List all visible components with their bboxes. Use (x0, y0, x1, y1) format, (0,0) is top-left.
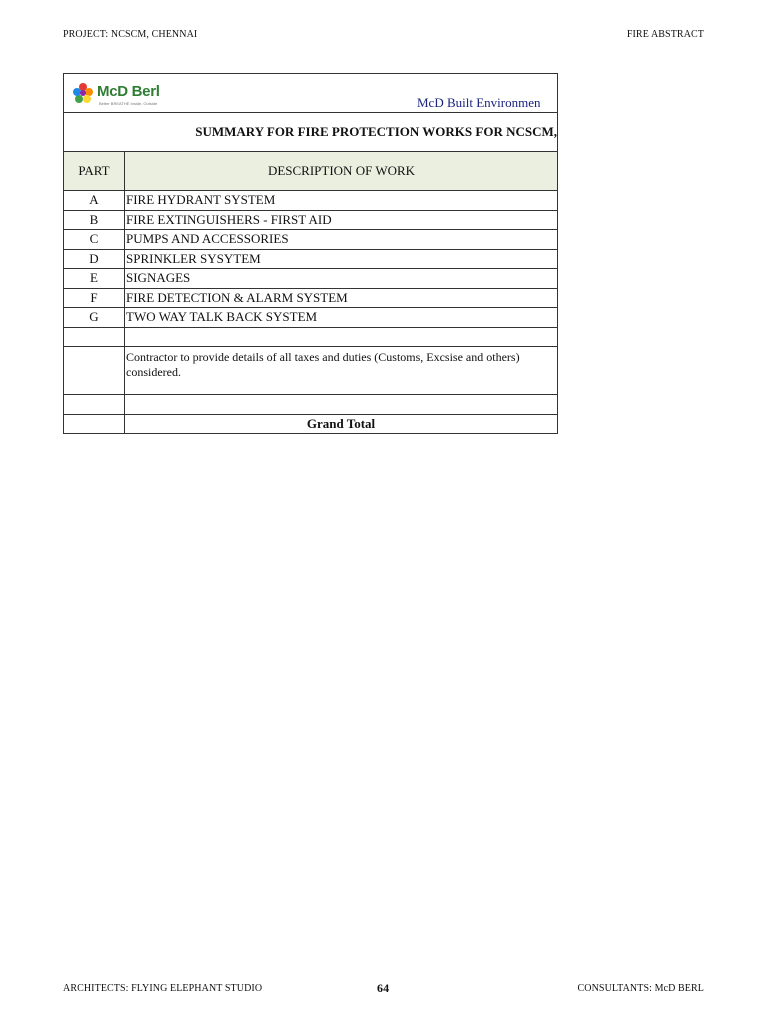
row-description: SPRINKLER SYSYTEM (125, 249, 558, 269)
empty-row (64, 327, 557, 347)
row-part: G (64, 308, 125, 328)
row-description: PUMPS AND ACCESSORIES (125, 230, 558, 250)
table-row (64, 210, 557, 230)
empty-row (64, 395, 557, 415)
column-header-part: PART (64, 152, 125, 191)
header-project: PROJECT: NCSCM, CHENNAI (63, 29, 198, 40)
table-row (64, 249, 557, 269)
row-description: FIRE EXTINGUISHERS - FIRST AID (125, 210, 558, 230)
brand-row (64, 74, 557, 113)
note-row (64, 347, 557, 395)
row-part: E (64, 269, 125, 289)
table-row (64, 288, 557, 308)
footer-consultants: CONSULTANTS: McD BERL (577, 983, 704, 994)
row-part: B (64, 210, 125, 230)
column-header-description: DESCRIPTION OF WORK (125, 152, 558, 191)
table-row (64, 191, 557, 211)
company-logo (72, 80, 182, 108)
summary-sheet (63, 73, 558, 434)
row-description: FIRE HYDRANT SYSTEM (125, 191, 558, 211)
logo-tagline: Better BREATHE Inside, Outside (99, 101, 158, 106)
row-part: A (64, 191, 125, 211)
row-part: C (64, 230, 125, 250)
footer-architects: ARCHITECTS: FLYING ELEPHANT STUDIO (63, 983, 263, 994)
flower-logo-icon (72, 80, 94, 108)
header-section: FIRE ABSTRACT (626, 29, 704, 40)
table-header (64, 152, 557, 191)
grand-total-row (64, 414, 557, 434)
tax-note: Contractor to provide details of all taxes and duties (Customs, Excsise and others) considered. (125, 347, 558, 395)
table-row (64, 308, 557, 328)
grand-total-label: Grand Total (125, 414, 558, 434)
logo-text: McD Berl (97, 83, 160, 100)
row-part: F (64, 288, 125, 308)
table-row (64, 230, 557, 250)
summary-table (64, 152, 557, 434)
row-description: FIRE DETECTION & ALARM SYSTEM (125, 288, 558, 308)
row-part: D (64, 249, 125, 269)
page-number: 64 (377, 981, 390, 995)
row-description: TWO WAY TALK BACK SYSTEM (125, 308, 558, 328)
table-row (64, 269, 557, 289)
organization-name: McD Built Environmen (417, 95, 541, 110)
row-description: SIGNAGES (125, 269, 558, 289)
summary-title: SUMMARY FOR FIRE PROTECTION WORKS FOR NCSCM, (64, 113, 557, 152)
